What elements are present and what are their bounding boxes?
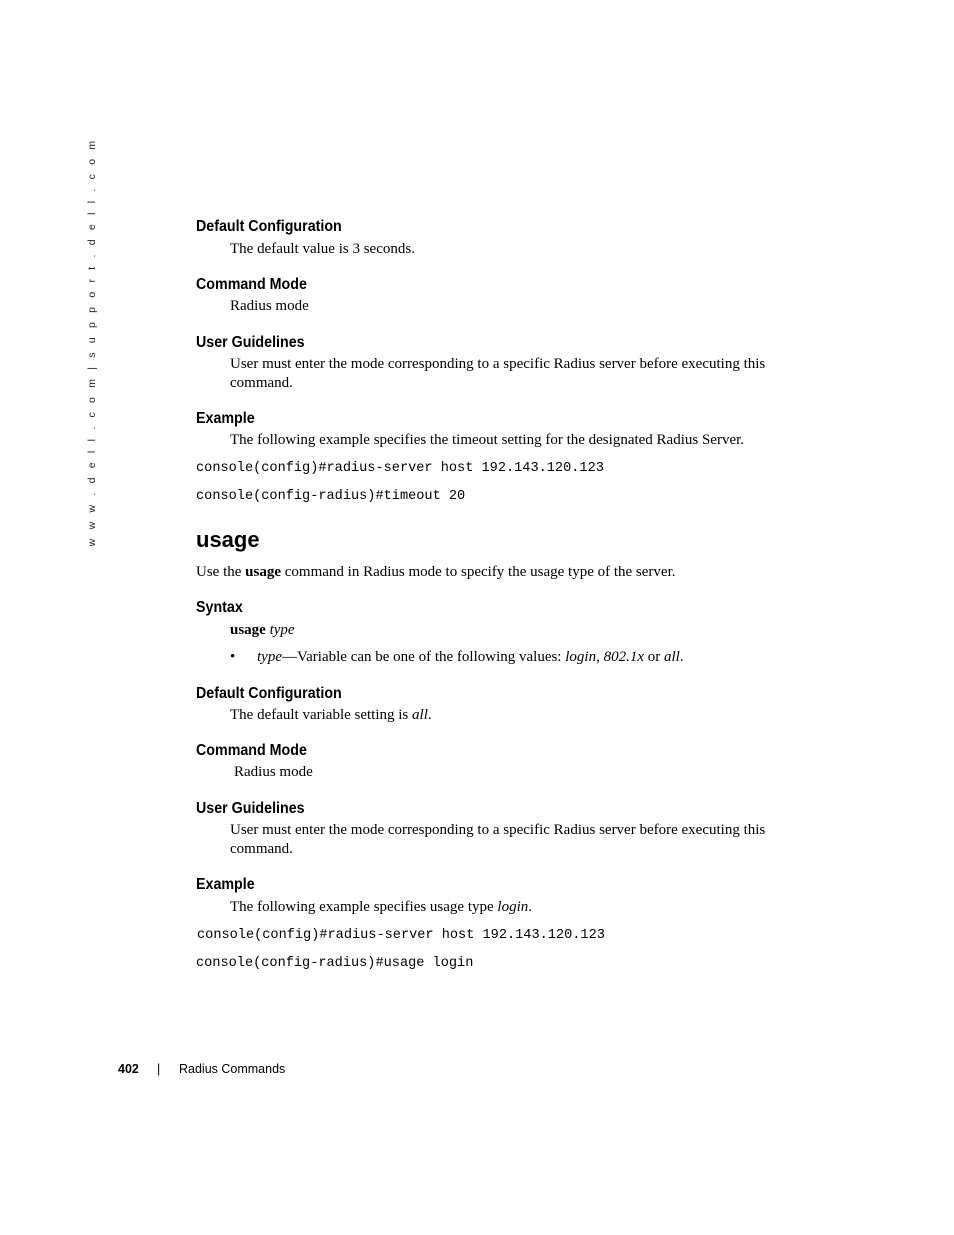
- side-url-text: w w w . d e l l . c o m | s u p p o r t . d e l l . c o m: [86, 137, 98, 547]
- bullet-marker: •: [230, 649, 236, 665]
- example-text: The following example specifies usage type login.: [230, 899, 533, 915]
- syntax-heading: Syntax: [196, 599, 243, 616]
- example-heading: Example: [196, 876, 255, 893]
- command-mode-heading: Command Mode: [196, 276, 307, 293]
- example-heading: Example: [196, 410, 255, 427]
- user-guidelines-text: User must enter the mode corresponding to a specific Radius server before executing this command.: [230, 822, 766, 857]
- bullet-item: type—Variable can be one of the following values: login, 802.1x or all.: [257, 649, 684, 665]
- code-line: console(config-radius)#timeout 20: [196, 489, 466, 504]
- default-config-text: The default variable setting is all.: [230, 707, 432, 723]
- default-config-text: The default value is 3 seconds.: [230, 241, 415, 257]
- page-number: 402: [118, 1062, 139, 1076]
- code-line: console(config)#radius-server host 192.143.120.123: [197, 928, 605, 943]
- command-mode-heading: Command Mode: [196, 742, 307, 759]
- user-guidelines-heading: User Guidelines: [196, 800, 305, 817]
- syntax-command: usage: [230, 622, 266, 638]
- command-mode-text: Radius mode: [234, 764, 313, 780]
- command-keyword: usage: [245, 564, 281, 580]
- user-guidelines-text: User must enter the mode corresponding to a specific Radius server before executing this command.: [230, 356, 766, 391]
- example-text: The following example specifies the timeout setting for the designated Radius Server.: [230, 432, 745, 448]
- command-title: usage: [196, 527, 260, 552]
- code-line: console(config)#radius-server host 192.143.120.123: [196, 461, 604, 476]
- default-config-heading: Default Configuration: [196, 218, 342, 235]
- footer-separator: |: [157, 1062, 161, 1076]
- command-intro: Use the usage command in Radius mode to specify the usage type of the server.: [196, 564, 676, 580]
- code-line: console(config-radius)#usage login: [196, 956, 474, 971]
- chapter-title: Radius Commands: [179, 1062, 286, 1076]
- command-mode-text: Radius mode: [230, 298, 309, 314]
- syntax-line: [230, 621, 295, 640]
- default-config-heading: Default Configuration: [196, 685, 342, 702]
- user-guidelines-heading: User Guidelines: [196, 334, 305, 351]
- syntax-argument: type: [269, 622, 295, 638]
